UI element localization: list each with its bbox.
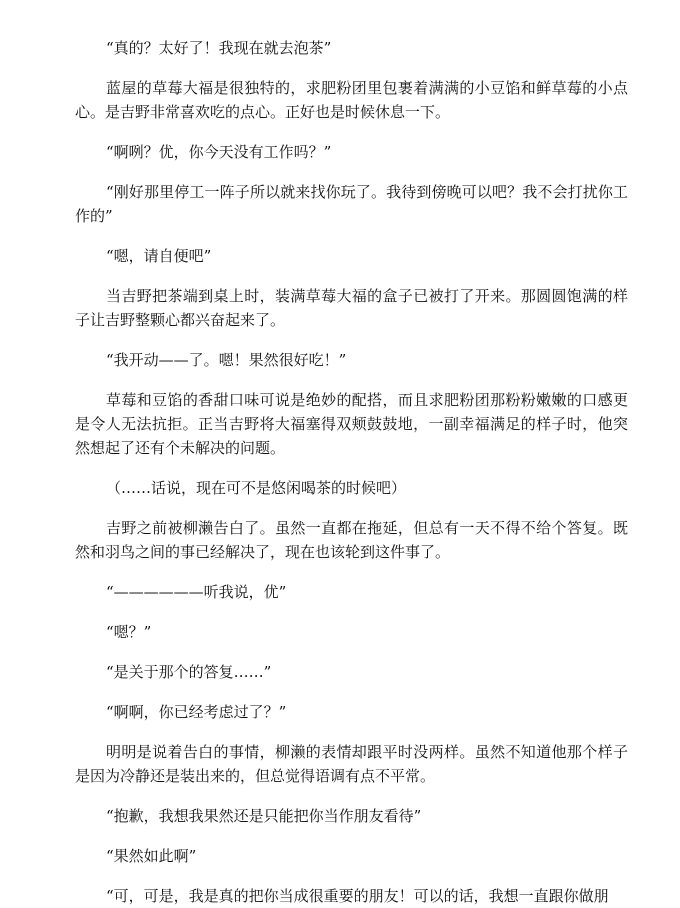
paragraph: “是关于那个的答复……” bbox=[106, 663, 272, 681]
paragraph: 蓝屋的草莓大福是很独特的，求肥粉团里包裹着满满的小豆馅和鲜草莓的小点心。是吉野非常喜欢吃的点心。正好也是时候休息一下。 bbox=[75, 79, 628, 121]
paragraph: “——————听我说，优” bbox=[106, 583, 287, 601]
paragraph: “可，可是，我是真的把你当成很重要的朋友！可以的话，我想一直跟你做朋 bbox=[106, 887, 609, 905]
paragraph: 当吉野把茶端到桌上时，装满草莓大福的盒子已被打了开来。那圆圆饱满的样子让吉野整颗心都兴奋起来了。 bbox=[75, 287, 628, 329]
paragraph: （……话说，现在可不是悠闲喝茶的时候吧） bbox=[106, 479, 407, 497]
paragraph: “啊咧？优，你今天没有工作吗？” bbox=[106, 143, 332, 161]
paragraph: “真的？太好了！我现在就去泡茶” bbox=[106, 39, 332, 57]
paragraph: 草莓和豆馅的香甜口味可说是绝妙的配搭，而且求肥粉团那粉粉嫩嫩的口感更是令人无法抗拒。正当吉野将大福塞得双颊鼓鼓地，一副幸福满足的样子时，他突然想起了还有个未解决的问题。 bbox=[75, 391, 628, 457]
paragraph: “抱歉，我想我果然还是只能把你当作朋友看待” bbox=[106, 807, 422, 825]
paragraph: “刚好那里停工一阵子所以就来找你玩了。我待到傍晚可以吧？我不会打扰你工作的” bbox=[75, 183, 628, 225]
paragraph: “嗯？” bbox=[106, 623, 152, 641]
paragraph: “果然如此啊” bbox=[106, 847, 197, 865]
paragraph: 明明是说着告白的事情，柳濑的表情却跟平时没两样。虽然不知道他那个样子是因为冷静还是装出来的，但总觉得语调有点不平常。 bbox=[75, 743, 628, 785]
paragraph: 吉野之前被柳濑告白了。虽然一直都在拖延，但总有一天不得不给个答复。既然和羽鸟之间的事已经解决了，现在也该轮到这件事了。 bbox=[75, 519, 628, 561]
paragraph: “啊啊，你已经考虑过了？” bbox=[106, 703, 287, 721]
paragraph: “嗯，请自便吧” bbox=[106, 247, 212, 265]
paragraph: “我开动——了。嗯！果然很好吃！” bbox=[106, 351, 347, 369]
